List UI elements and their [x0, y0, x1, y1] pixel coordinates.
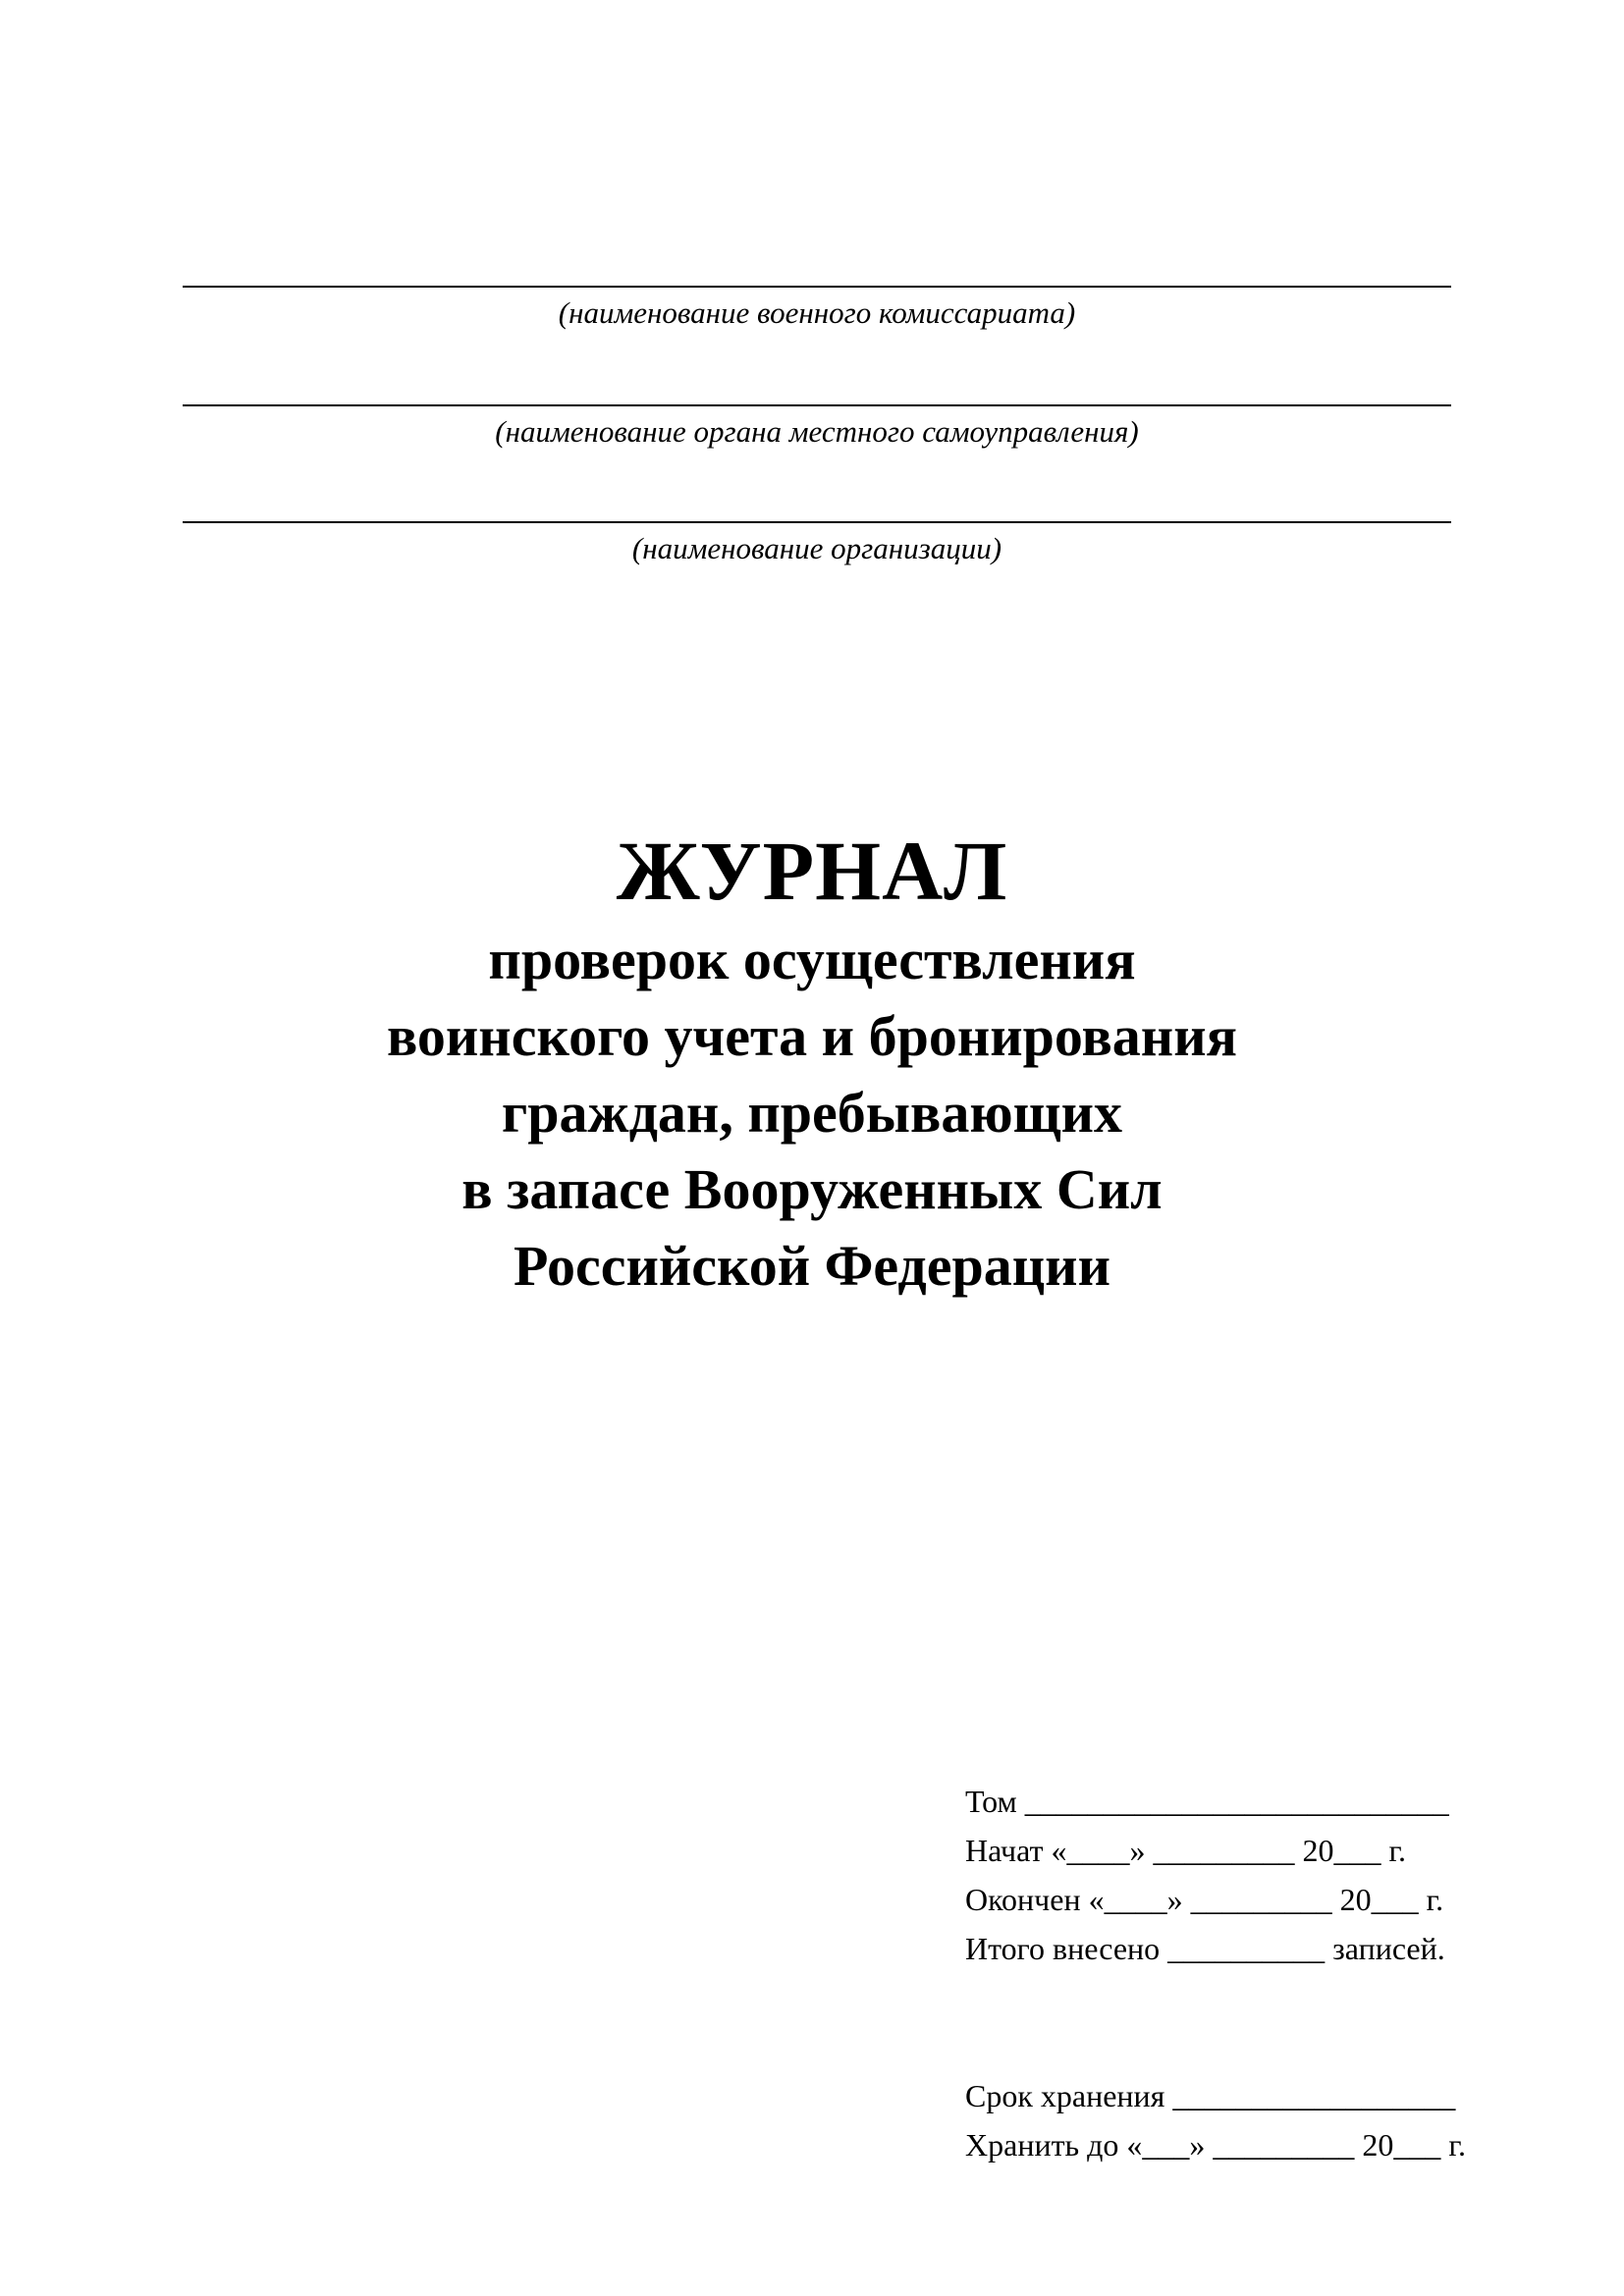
finished-row: Окончен «____» _________ 20___ г.: [965, 1882, 1444, 1917]
title-line: проверок осуществления: [488, 928, 1136, 991]
title-main: ЖУРНАЛ: [616, 824, 1008, 918]
organization-line: [183, 521, 1451, 523]
keep-until-row: Хранить до «___» _________ 20___ г.: [965, 2127, 1466, 2163]
title-line: граждан, пребывающих: [501, 1081, 1123, 1145]
started-row: Начат «____» _________ 20___ г.: [965, 1833, 1406, 1868]
title-line: воинского учета и бронирования: [386, 1004, 1238, 1068]
commissariat-field: [183, 286, 1451, 333]
total-records-row: Итого внесено __________ записей.: [965, 1931, 1445, 1966]
organization-field: [183, 521, 1451, 568]
title-line: в запасе Вооруженных Сил: [461, 1157, 1163, 1221]
document-title: [125, 820, 1499, 1305]
local-gov-line: [183, 404, 1451, 406]
volume-row: Том ___________________________: [965, 1784, 1449, 1819]
storage-term-row: Срок хранения __________________: [965, 2078, 1456, 2113]
local-gov-caption: (наименование органа местного самоуправления): [495, 414, 1139, 449]
volume-info: [965, 1777, 1449, 1973]
commissariat-line: [183, 286, 1451, 288]
organization-caption: (наименование организации): [631, 531, 1002, 565]
storage-info: [965, 2071, 1466, 2169]
title-line: Российской Федерации: [513, 1234, 1110, 1298]
commissariat-caption: (наименование военного комиссариата): [558, 295, 1076, 330]
local-gov-field: [183, 404, 1451, 452]
